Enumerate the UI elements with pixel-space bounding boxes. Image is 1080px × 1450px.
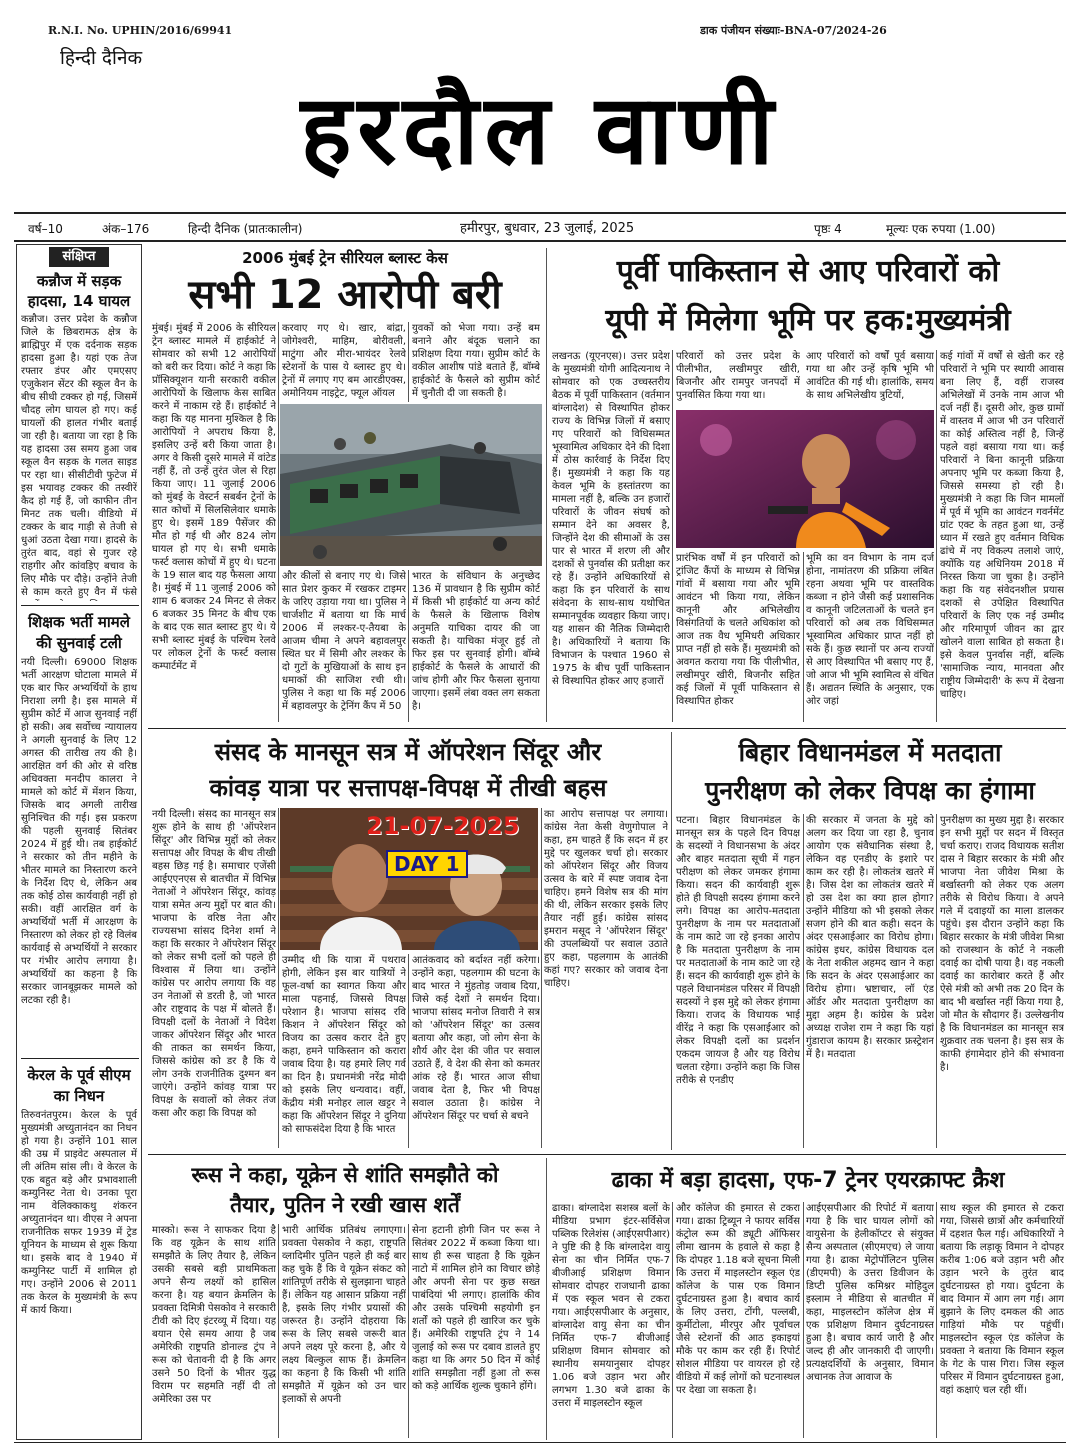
bihar-col1: पटना। बिहार विधानमंडल के मानसून सत्र के पहले दिन विपक्ष के सदस्यों ने विधानसभा के अंदर और बाहर मतदाता सूची में गहन परीक्षण को लेकर जमकर हंगामा किया। सदन की कार्यवाही शुरू होते ही विपक्षी सदस्य हंगामा करने लगे। विपक्ष का आरोप-मतदाता पुनरीक्षण के नाम पर मतदाताओं के नाम काटे जा रहे इनका आरोप है कि मतदाता पुनरीक्षण के नाम पर मतदाताओं के नाम काटे जा रहे हैं। सदन की कार्यवाही शुरू होने के पहले विधानमंडल परिसर में विपक्षी सदस्यों ने इस मुद्दे को लेकर हंगामा किया। राजद के विधायक भाई वीरेंद्र ने कहा कि एसआईआर को लेकर विपक्षी दलों का प्रदर्शन एकदम जायज है और यह विरोध चलता रहेगा। उन्होंने कहा कि जिस तरीके से एनडीए (676, 815, 800, 1086)
mumbai-col-rule-3 (408, 570, 409, 722)
sidebar-divider-2 (21, 1058, 139, 1059)
dhaka-col1: ढाका। बांग्लादेश सशस्त्र बलों के मीडिया प्रभाग इंटर-सर्विसेज पब्लिक रिलेशंस (आईएसपीआर) ने पुष्टि की है कि बांग्लादेश वायु सेना का चीन निर्मित एफ-7 बीजीआई प्रशिक्षण विमान सोमवार दोपहर राजधानी ढाका में एक स्कूल भवन से टकरा गया। आईएसपीआर के अनुसार, बांग्लादेश वायु सेना का चीन निर्मित एफ-7 बीजीआई प्रशिक्षण विमान सोमवार को स्थानीय समयानुसार दोपहर 1.06 बजे उड़ान भरा और लगभग 1.30 बजे ढाका के उत्तरा में माइलस्टोन स्कूल (552, 1203, 670, 1409)
pakistan-col-rule-3 (803, 552, 804, 722)
sidebar-story1-headline: कन्नौज में सड़क हादसा, 14 घायल (27, 272, 131, 310)
sidebar-divider-1 (21, 605, 139, 606)
bihar-headline-line1: बिहार विधानमंडल में मतदाता (738, 738, 1002, 767)
tagline: हिन्दी दैनिक (60, 47, 143, 69)
pakistan-col3b: भूमि का वन विभाग के नाम दर्ज होना, नामांतरण की प्रक्रिया लंबित रहना अथवा भूमि पर वास्तविक कब्जा न होने जैसी कई प्रशासनिक व कानूनी जटिलताओं के चलते इन परिवारों को अब तक विधिसम्मत भूस्वामित्व अधिकार प्राप्त नहीं हो सके हैं। कुछ स्थानों पर अन्य राज्यों से आए विस्थापित भी बसाए गए हैं, जो आज भी भूमि स्वामित्व से वंचित हैं। अद्यतन स्थिति के अनुसार, एक ओर जहां (806, 553, 934, 707)
parliament-col1: नयी दिल्ली। संसद का मानसून सत्र शुरू होने के साथ ही 'ऑपरेशन सिंदूर' और विभिन्न मुद्दों को लेकर सत्तापक्ष और विपक्ष के बीच तीखी बहस छिड़ गई है। समाचार एजेंसी आईएएनएस से बातचीत में विभिन्न नेताओं ने ऑपरेशन सिंदूर, कांवड़ यात्रा समेत अन्य मुद्दों पर बात की। भाजपा के वरिष्ठ नेता और राज्यसभा सांसद दिनेश शर्मा ने कहा कि सरकार ने ऑपरेशन सिंदूर को लेकर सभी दलों को पहले ही विश्वास में लिया था। उन्होंने कांग्रेस पर आरोप लगाया कि वह उन नेताओं से डरती है, जो भारत और राष्ट्रवाद के पक्ष में बोलते हैं। विपक्षी दलों के नेताओं ने विदेश जाकर ऑपरेशन सिंदूर और भारत की ताकत का समर्थन किया, जिससे कांग्रेस को डर है कि ये लोग उनके राजनीतिक दुश्मन बन जाएंगे। उन्होंने कांवड़ यात्रा पर विपक्ष के सवालों को लेकर तंज कसा और कहा कि विपक्ष को (152, 809, 276, 1119)
parliament-col3: आतंकवाद को बर्दाश्त नहीं करेगा। उन्होंने कहा, पहलगाम की घटना के बाद भारत ने मुंहतोड़ जवाब दिया, जिसे कई देशों ने समर्थन दिया। भाजपा सांसद मनोज तिवारी ने सत्र को 'ऑपरेशन सिंदूर' का उत्सव बताया और कहा, जो लोग सेना के शौर्य और देश की जीत पर सवाल उठाते हैं, वे देश की सेना को कमतर आंक रहे हैं। भारत आज सीधा जवाब देता है, फिर भी विपक्ष सवाल उठाता है। कांग्रेस ने ऑपरेशन सिंदूर पर चर्चा से बचने (412, 955, 540, 1122)
russia-headline-line1: रूस ने कहा, यूक्रेन से शांति समझौते को (191, 1163, 499, 1187)
page-col-rule-bottom (546, 1158, 547, 1440)
rni-number: R.N.I. No. UPHIN/2016/69941 (48, 24, 233, 37)
dateline-bar (14, 216, 1066, 238)
pakistan-col4: कई गांवों में वर्षों से खेती कर रहे परिवारों ने भूमि पर स्थायी आवास बना लिए हैं, वहीं राजस्व अभिलेखों में उनके नाम आज भी दर्ज नहीं हैं। दूसरी ओर, कुछ ग्रामों में वास्तव में आज भी उन परिवारों का कोई अस्तित्व नहीं है, जिन्हें पहले वहां बसाया गया था। कई परिवारों ने बिना कानूनी प्रक्रिया अपनाए भूमि पर कब्जा किया है, जिससे समस्या हो रही है। मुख्यमंत्री ने कहा कि जिन मामलों में पूर्व में भूमि का आवंटन गवर्नमेंट ग्रांट एक्ट के तहत हुआ था, उन्हें ध्यान में रखते हुए वर्तमान विधिक ढांचे में नए विकल्प तलाशे जाएं, क्योंकि यह अधिनियम 2018 में निरस्त किया जा चुका है। उन्होंने कहा कि यह संवेदनशील प्रयास दशकों से उपेक्षित विस्थापित परिवारों के लिए एक नई उम्मीद और गरिमापूर्ण जीवन का द्वार खोलने वाला साबित हो सकता है। इसे केवल पुनर्वास नहीं, बल्कि 'सामाजिक न्याय, मानवता और राष्ट्रीय जिम्मेदारी' के रूप में देखना चाहिए। (940, 351, 1064, 700)
russia-col1: मास्को। रूस ने साफकर दिया है कि वह यूक्रेन के साथ शांति समझौते के लिए तैयार है, लेकिन उसकी सबसे बड़ी प्राथमिकता अपने सैन्य लक्ष्यों को हासिल करना है। यह बयान क्रेमलिन के प्रवक्ता दिमित्री पेसकोव ने सरकारी टीवी को दिए इंटरव्यू में दिया। यह बयान ऐसे समय आया है जब अमेरिकी राष्ट्रपति डोनाल्ड ट्रंप ने रूस को चेतावनी दी है कि अगर उसने 50 दिनों के भीतर युद्ध विराम पर सहमति नहीं दी तो अमेरिका उस पर (152, 1225, 276, 1405)
pakistan-col1: लखनऊ (यूएनएस)। उत्तर प्रदेश के मुख्यमंत्री योगी आदित्यनाथ ने सोमवार को एक उच्चस्तरीय बैठक में पूर्वी पाकिस्तान (वर्तमान बांग्लादेश) से विस्थापित होकर राज्य के विभिन्न जिलों में बसाए गए परिवारों को विधिसम्मत भूस्वामित्व अधिकार देने की दिशा में ठोस कार्रवाई के निर्देश दिए हैं। मुख्यमंत्री ने कहा कि यह केवल भूमि के हस्तांतरण का मामला नहीं है, बल्कि उन हजारों परिवारों के जीवन संघर्ष को सम्मान देने का अवसर है, जिन्होंने देश की सीमाओं के उस पार से भारत में शरण ली और दशकों से पुनर्वास की प्रतीक्षा कर रहे हैं। उन्होंने अधिकारियों से कहा कि इन परिवारों के साथ संवेदना के साथ-साथ यथोचित सम्मानपूर्वक व्यवहार किया जाए। यह शासन की नैतिक जिम्मेदारी है। अधिकारियों ने बताया कि विभाजन के पश्चात 1960 से 1975 के बीच पूर्वी पाकिस्तान से विस्थापित होकर आए हजारों (552, 351, 670, 687)
parliament-col-rule-1 (278, 808, 279, 1148)
mumbai-col2b: और कीलों से बनाए गए थे। जिसे सात प्रेशर कुकर में रखकर टाइमर के जरिए उड़ाया गया था। पुलिस ने चार्जशीट में बताया था कि मार्च 2006 में लश्कर-ए-तैयबा के आजम चीमा ने अपने बहावलपुर स्थित घर में सिमी और लश्कर के दो गुटों के मुखियाओं के साथ इन धमाकों की साजिश रची थी। पुलिस ने कहा था कि मई 2006 में बहावलपुर के ट्रेनिंग कैंप में 50 (282, 571, 406, 712)
dhaka-col-rule-3 (936, 1202, 937, 1438)
dateline-top-rule (14, 212, 1066, 214)
bihar-col-rule-1 (803, 814, 804, 1148)
pakistan-col3: आए परिवारों को वर्षों पूर्व बसाया गया था और उन्हें कृषि भूमि भी आवंटित की गई थी। हालांकि, समय के साथ अभिलेखीय त्रुटियों, (806, 351, 934, 401)
sidebar-story1-body: कन्नौज। उत्तर प्रदेश के कन्नौज जिले के छिबरामऊ क्षेत्र के ब्राह्मिपुर में एक दर्दनाक सड़क हादसा हुआ है। यहां एक तेज रफ्तार डंपर और एमएसए एजुकेशन सेंटर की स्कूल वैन के बीच सीधी टक्कर हो गई, जिसमें चौदह लोग घायल हो गए। कई घायलों की हालत गंभीर बताई जा रही है। बताया जा रहा है कि यह हादसा उस समय हुआ जब स्कूल वैन सड़क के गलत साइड पर रहा था। सीसीटीवी फुटेज में इस भयावह टक्कर की तस्वीरें कैद हो गई हैं, जो काफीन तीन मिनट तक चली। वीडियो में टक्कर के बाद गाड़ी से तेजी से धुआं उठता देखा गया। हादसे के तुरंत बाद, वहां से गुजर रहे राहगीर और कांवड़िए बचाव के लिए मौके पर दौड़े। उन्होंने तेजी से काम करते हुए वैन में फंसे (21, 314, 137, 598)
mumbai-col3b: भारत के संविधान के अनुच्छेद 136 में प्रावधान है कि सुप्रीम कोर्ट में किसी भी हाईकोर्ट या अन्य कोर्ट के फैसले के खिलाफ विशेष अनुमति याचिका दायर की जा सकती है। याचिका मंजूर हुई तो फिर इस पर सुनवाई होगी। बॉम्बे हाईकोर्ट के फैसले के आधारों की जांच होगी और फिर फैसला सुनाया जाएगा। इसमें लंबा वक्त लग सकता है। (412, 571, 540, 712)
parliament-photo-date: 21-07-2025 (366, 812, 520, 840)
pakistan-col-rule-2 (936, 350, 937, 722)
sidebar (16, 244, 142, 1440)
section-rule-1 (148, 728, 1066, 729)
page-col-rule-mid (671, 732, 672, 1150)
bihar-col2: की सरकार में जनता के मुद्दे को अलग कर दिया जा रहा है, चुनाव आयोग एक संवैधानिक संस्था है, लेकिन वह एनडीए के इशारे पर काम कर रही है। लोकतंत्र खतरे में है। जिस देश का लोकतंत्र खतरे में हो उस देश का क्या हाल होगा? उन्होंने मीडिया को भी इसको लेकर सजग होने की बात कही। सदन के अंदर एसआईआर का विरोध होगा। कांग्रेस इधर, कांग्रेस विधायक दल के नेता शकील अहमद खान ने कहा कि सदन के अंदर एसआईआर का विरोध होगा। भ्रष्टाचार, लॉ एंड ऑर्डर और मतदाता पुनरीक्षण का मुद्दा अहम है। कांग्रेस के प्रदेश अध्यक्ष राजेश राम ने कहा कि यहां गुंडाराज कायम है। सरकार फ्रस्ट्रेशन में है। मतदाता (806, 815, 934, 1060)
sidebar-story2-body: नयी दिल्ली। 69000 शिक्षक भर्ती आरक्षण घोटाला मामले में एक बार फिर अभ्यर्थियों के हाथ निराशा लगी है। इस मामले में सुप्रीम कोर्ट में आज सुनवाई नहीं हो सकी। अब सर्वोच्च न्यायालय ने अगली सुनवाई के लिए 12 अगस्त की तारीख तय की है। आरक्षित वर्ग की ओर से वरिष्ठ अधिवक्ता मनदीप कालरा ने मामले को कोर्ट में मेंशन किया, जिसके बाद अगली तारीख सुनिश्चित की गई। इस प्रकरण की पहली सुनवाई सितंबर 2024 में हुई थी। तब हाईकोर्ट ने सरकार को तीन महीने के भीतर मामले का निस्तारण करने के निर्देश दिए थे, लेकिन अब तक कोई ठोस कार्यवाही नहीं हो सकी। वहीं आरक्षित वर्ग के अभ्यर्थियों भर्ती में आरक्षण के निस्तारण को लेकर हो रहे विलंब कार्यवाई से अभ्यर्थियों ने सरकार पर गंभीर आरोप लगाया है। अभ्यर्थियों का कहना है कि सरकार जानबूझकर मामले को लटका रही है। (21, 657, 137, 1006)
russia-col2: भारी आर्थिक प्रतिबंध लगाएगा। प्रवक्ता पेसकोव ने कहा, राष्ट्रपति व्लादिमीर पुतिन पहले ही कई बार कह चुके हैं कि वे यूक्रेन संकट को शांतिपूर्ण तरीके से सुलझाना चाहते हैं। लेकिन यह आसान प्रक्रिया नहीं है, इसके लिए गंभीर प्रयासों की जरूरत है। उन्होंने दोहराया कि रूस के लिए सबसे जरूरी बात अपने लक्ष्य पूरे करना है, और ये लक्ष्य बिल्कुल साफ हैं। क्रेमलिन का कहना है कि किसी भी शांति समझौते में यूक्रेन को उन चार इलाकों से अपनी (282, 1225, 406, 1405)
mumbai-kicker: 2006 मुंबई ट्रेन सीरियल ब्लास्ट केस (242, 249, 448, 267)
sidebar-story3-body: तिरुवनंतपुरम। केरल के पूर्व मुख्यमंत्री अच्युतानंदन का निधन हो गया है। उन्होंने 101 साल की उम्र में प्राइवेट अस्पताल में ली अंतिम सांस ली। वे केरल के एक बहुत बड़े और प्रभावशाली कम्युनिस्ट नेता थे। उनका पूरा नाम वेलिक्काकथु शंकरन अच्युतानंदन था। वीएस ने अपना राजनीतिक सफर 1939 में ट्रेड यूनियन के माध्यम से शुरू किया था। इसके बाद वे 1940 में कम्युनिस्ट पार्टी में शामिल हो गए। उन्होंने 2006 से 2011 तक केरल के मुख्यमंत्री के रूप में कार्य किया। (21, 1110, 137, 1316)
dhaka-col-rule-2 (803, 1202, 804, 1438)
postal-registration: डाक पंजीयन संख्याः-BNA-07/2024-26 (700, 24, 887, 37)
bihar-col-rule-2 (936, 814, 937, 1148)
mumbai-train-photo (280, 404, 542, 566)
russia-headline-line2: तैयार, पुतिन ने रखी खास शर्तें (230, 1193, 460, 1217)
mumbai-col-rule-1 (278, 322, 279, 722)
sidebar-story3-headline: केरल के पूर्व सीएम का निधन (27, 1066, 131, 1105)
pakistan-col-rule-1 (672, 350, 673, 722)
dhaka-col2: और कॉलेज की इमारत से टकरा गया। ढाका ट्रिब्यून ने फायर सर्विस कंट्रोल रूम की ड्यूटी ऑफिसर लीमा खानम के हवाले से कहा है कि दोपहर 1.18 बजे सूचना मिली कि उत्तरा में माइलस्टोन स्कूल एंड कॉलेज के पास एक विमान दुर्घटनाग्रस्त हुआ है। बचाव कार्य के लिए उत्तरा, टोंगी, पल्लबी, कुर्मीटोला, मीरपुर और पूर्वाचल जैसे स्टेशनों की आठ इकाइयां मौके पर काम कर रही हैं। रिपोर्ट सोशल मीडिया पर वायरल हो रहे वीडियो में कई लोगों को घटनास्थल पर देखा जा सकता है। (676, 1203, 800, 1396)
pakistan-col2b: प्रारंभिक वर्षों में इन परिवारों को ट्रांजिट कैंपों के माध्यम से विभिन्न गांवों में बसाया गया और भूमि आवंटन भी किया गया, लेकिन कानूनी और अभिलेखीय विसंगतियों के चलते अधिकांश को आज तक वैध भूमिधरी अधिकार प्राप्त नहीं हो सके हैं। मुख्यमंत्री को अवगत कराया गया कि पीलीभीत, लखीमपुर खीरी, बिजनौर सहित कई जिलों में पूर्वी पाकिस्तान से विस्थापित होकर (676, 553, 800, 707)
parliament-headline-line2: कांवड़ यात्रा पर सत्तापक्ष-विपक्ष में तीखी बहस (209, 774, 607, 802)
place-date: हमीरपुर, बुधवार, 23 जुलाई, 2025 (460, 221, 635, 236)
parliament-col2: उम्मीद थी कि यात्रा में पथराव होगी, लेकिन इस बार यात्रियों ने फूल-वर्षा का स्वागत किया और माला पहनाई, जिससे विपक्ष परेशान है। भाजपा सांसद रवि किशन ने ऑपरेशन सिंदूर को विजय का उत्सव करार देते हुए कहा, हमने पाकिस्तान को करारा जवाब दिया है। यह हमारे लिए गर्व का दिन है। प्रधानमंत्री नरेंद्र मोदी को इसके लिए धन्यवाद। वहीं, केंद्रीय मंत्री मनोहर लाल खट्टर ने कहा कि ऑपरेशन सिंदूर ने दुनिया को साफसंदेश दिया है कि भारत (282, 955, 406, 1135)
volume-year: वर्ष–10 (28, 222, 63, 236)
page-count: पृष्ठः 4 (814, 222, 842, 236)
parliament-col4: का आरोप सत्तापक्ष पर लगाया। कांग्रेस नेता केसी वेणुगोपाल ने कहा, हम चाहते हैं कि सदन में हर मुद्दे पर खुलकर चर्चा हो। सरकार को ऑपरेशन सिंदूर और विजय उत्सव के बारे में स्पष्ट जवाब देना चाहिए। हमने विशेष सत्र की मांग की थी, लेकिन सरकार इसके लिए तैयार नहीं हुई। कांग्रेस सांसद इमरान मसूद ने 'ऑपरेशन सिंदूर' की उपलब्धियों पर सवाल उठाते हुए कहा, पहलगाम के आतंकी कहां गए? सरकार को जवाब देना चाहिए। (544, 809, 668, 989)
chief-minister-photo (676, 410, 934, 548)
parliament-col-rule-2 (408, 954, 409, 1148)
masthead-title: हरदौल वाणी (300, 74, 780, 186)
parliament-photo-day: DAY 1 (386, 850, 468, 878)
page-bottom-rule (14, 1442, 1066, 1443)
dhaka-col3: आईएसपीआर की रिपोर्ट में बताया गया है कि चार घायल लोगों को वायुसेना के हेलीकॉप्टर से संयुक्त सैन्य अस्पताल (सीएमएच) ले जाया गया है। ढाका मेट्रोपॉलिटन पुलिस (डीएमपी) के उत्तरा डिवीजन के डिप्टी पुलिस कमिश्नर मोहिदुल इस्लाम ने मीडिया से बातचीत में कहा, माइलस्टोन कॉलेज क्षेत्र में एक प्रशिक्षण विमान दुर्घटनाग्रस्त हुआ है। बचाव कार्य जारी है और जल्द ही और जानकारी दी जाएगी। प्रत्यक्षदर्शियों के अनुसार, विमान अचानक तेज आवाज के (806, 1203, 934, 1383)
mumbai-col2: करवाए गए थे। खार, बांद्रा, जोगेश्वरी, माहिम, बोरीवली, माटुंगा और मीरा-भायंदर रेलवे स्टेशनों के पास ये ब्लास्ट हुए थे। ट्रेनों में लगाए गए बम आरडीएक्स, अमोनियम नाइट्रेट, फ्यूल ऑयल (282, 323, 406, 399)
pakistan-headline-line1: पूर्वी पाकिस्तान से आए परिवारों को (616, 254, 1000, 289)
bihar-col3: पुनरीक्षण का मुख्य मुद्दा है। सरकार इन सभी मुद्दों पर सदन में विस्तृत चर्चा कराए। राजद विधायक सतीश दास ने बिहार सरकार के मंत्री और भाजपा नेता जीवेश मिश्रा के बर्खास्तगी को लेकर एक अलग तरीके से विरोध किया। वे अपने गले में दवाइयों का माला डालकर पहुंचे। इस दौरान उन्होंने कहा कि बिहार सरकार के मंत्री जीवेश मिश्रा को राजस्थान के कोर्ट ने नकली दवाई का दोषी पाया है। वह नकली दवाई का कारोबार करते हैं और ऐसे मंत्री को अभी तक 20 दिन के बाद भी बर्खास्त नहीं किया गया है, जो मौत के सौदागर हैं। उल्लेखनीय है कि विधानमंडल का मानसून सत्र शुक्रवार तक चलना है। इस सत्र के काफी हंगामेदार होने की संभावना है। (940, 815, 1064, 1073)
russia-col3: सेना हटानी होगी जिन पर रूस ने सितंबर 2022 में कब्जा किया था। साथ ही रूस चाहता है कि यूक्रेन नाटो में शामिल होने का विचार छोड़े और अपनी सेना पर कुछ सख्त पाबंदियां भी लगाए। हालांकि कीव और उसके पश्चिमी सहयोगी इन शर्तों को पहले ही खारिज कर चुके हैं। अमेरिकी राष्ट्रपति ट्रंप ने 14 जुलाई को रूस पर दबाव डालते हुए कहा था कि अगर 50 दिन में कोई शांति समझौता नहीं हुआ तो रूस को कड़े आर्थिक शुल्क चुकाने होंगे। (412, 1225, 540, 1392)
issue-number: अंक–176 (102, 222, 150, 236)
dhaka-col-rule-1 (672, 1202, 673, 1438)
mumbai-headline: सभी 12 आरोपी बरी (188, 272, 502, 318)
russia-col-rule-1 (278, 1224, 279, 1438)
dhaka-headline: ढाका में बड़ा हादसा, एफ-7 ट्रेनर एयरक्राफ्ट क्रैश (611, 1168, 1005, 1193)
mumbai-col-rule-2 (408, 322, 409, 402)
parliament-headline-line1: संसद के मानसून सत्र में ऑपरेशन सिंदूर और (214, 738, 602, 766)
price-label: मूल्यः एक रुपया (1.00) (886, 222, 996, 236)
dateline-bottom-rule (14, 240, 1066, 242)
edition-label: हिन्दी दैनिक (प्रातःकालीन) (188, 222, 303, 236)
sidebar-story2-headline: शिक्षक भर्ती मामले की सुनवाई टली (28, 613, 130, 652)
mumbai-col1: मुंबई। मुंबई में 2006 के सीरियल ट्रेन ब्लास्ट मामले में हाईकोर्ट ने सोमवार को सभी 12 आरोपियों को बरी कर दिया। कोर्ट ने कहा कि प्रॉसिक्यूशन यानी सरकारी वकील आरोपियों के खिलाफ केस साबित करने में नाकाम रहे हैं। हाईकोर्ट ने कहा कि यह मानना मुश्किल है कि आरोपियों ने अपराध किया है, इसलिए उन्हें बरी किया जाता है। अगर वे किसी दूसरे मामले में वांटेड नहीं हैं, तो उन्हें तुरंत जेल से रिहा किया जाए। 11 जुलाई 2006 को मुंबई के वेस्टर्न सबर्बन ट्रेनों के सात कोचों में सिलसिलेवार धमाके हुए थे। इसमें 189 पैसेंजर की मौत हो गई थी और 824 लोग घायल हो गए थे। सभी धमाके फर्स्ट क्लास कोचों में हुए थे। घटना के 19 साल बाद यह फैसला आया है। मुंबई में 11 जुलाई 2006 को शाम 6 बजकर 24 मिनट से लेकर 6 बजकर 35 मिनट के बीच एक के बाद एक सात ब्लास्ट हुए थे। ये सभी ब्लास्ट मुंबई के पश्चिम रेलवे पर लोकल ट्रेनों के फर्स्ट क्लास कम्पार्टमेंट में (152, 323, 276, 672)
sidebar-title: संक्षिप्त (49, 247, 109, 267)
parliament-col-rule-3 (541, 808, 542, 1148)
section-rule-2 (148, 1154, 1066, 1155)
mumbai-col3: युवकों को भेजा गया। उन्हें बम बनाने और बंदूक चलाने का प्रशिक्षण दिया गया। सुप्रीम कोर्ट के वकील आशीष पांडे बताते हैं, बॉम्बे हाईकोर्ट के फैसले को सुप्रीम कोर्ट में चुनौती दी जा सकती है। (412, 323, 540, 399)
pakistan-headline-line2: यूपी में मिलेगा भूमि पर हक:मुख्यमंत्री (605, 303, 1011, 338)
dhaka-col4: साथ स्कूल की इमारत से टकरा गया, जिससे छात्रों और कर्मचारियों में दहशत फैल गई। अधिकारियों ने बताया कि लड़ाकू विमान ने दोपहर करीब 1:06 बजे उड़ान भरी और उड़ान भरने के तुरंत बाद दुर्घटनाग्रस्त हो गया। दुर्घटना के बाद विमान में आग लग गई। आग बुझाने के लिए दमकल की आठ गाड़ियां मौके पर पहुंचीं। माइलस्टोन स्कूल एंड कॉलेज के प्रवक्ता ने बताया कि विमान स्कूल के गेट के पास गिरा। जिस स्कूल परिसर में विमान दुर्घटनाग्रस्त हुआ, वहां कक्षाएं चल रही थीं। (940, 1203, 1064, 1396)
russia-col-rule-2 (408, 1224, 409, 1438)
bihar-headline-line2: पुनरीक्षण को लेकर विपक्ष का हंगामा (705, 776, 1035, 805)
pakistan-col2: परिवारों को उत्तर प्रदेश के पीलीभीत, लखीमपुर खीरी, बिजनौर और रामपुर जनपदों में पुनर्वासित किया गया था। (676, 351, 800, 401)
page-col-rule-main (546, 248, 547, 722)
